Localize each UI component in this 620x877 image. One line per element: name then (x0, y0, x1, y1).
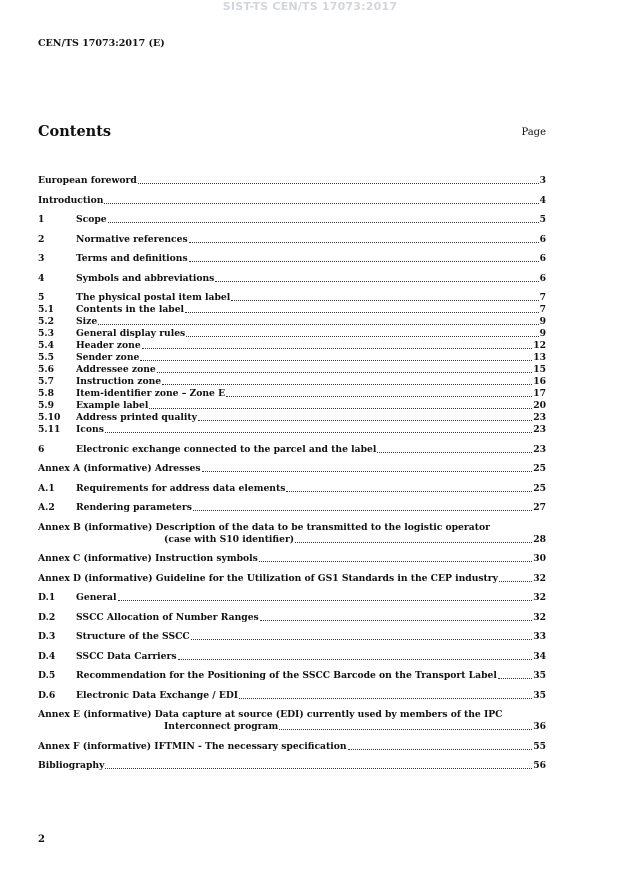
toc-entry-page: 12 (533, 340, 546, 351)
dot-leader (108, 222, 539, 223)
toc-entry-title: Scope (76, 214, 107, 225)
toc-entry-number: D.4 (38, 650, 56, 662)
dot-leader (259, 561, 532, 562)
toc-entry-number: 5 (38, 292, 45, 303)
dot-leader (215, 281, 538, 282)
toc-section-3 (38, 741, 546, 773)
toc-entry-title: Electronic exchange connected to the parcel and the label (76, 443, 377, 455)
toc-entry-number: D.3 (38, 631, 56, 642)
toc-entry[interactable] (38, 400, 546, 412)
toc-entry-title: Annex B (informative) Description of the data to be transmitted to the logistic operator (38, 521, 490, 533)
toc-entry[interactable] (38, 760, 546, 772)
toc-entry-title: Structure of the SSCC (76, 631, 190, 642)
toc-entry-page: 36 (533, 721, 546, 732)
toc-entry-title: European foreword (38, 175, 137, 186)
toc-entry[interactable] (38, 424, 546, 436)
toc-entry-page: 35 (533, 689, 546, 701)
toc-entry-number: D.2 (38, 611, 56, 623)
toc-entry-page: 6 (539, 253, 546, 264)
toc-entry-number: 5.7 (38, 376, 54, 387)
toc-entry-title: Bibliography (38, 760, 105, 771)
toc-entry-title: General display rules (76, 328, 186, 339)
toc-entry-page: 28 (533, 533, 546, 545)
toc-entry-number: 5.1 (38, 304, 54, 315)
dot-leader (286, 491, 532, 492)
toc-entry[interactable] (38, 388, 546, 400)
dot-leader (226, 396, 532, 397)
dot-leader (142, 348, 533, 349)
dot-leader (105, 768, 532, 769)
toc-entry-number: 1 (38, 214, 45, 225)
toc-entry[interactable] (38, 651, 546, 663)
toc-entry-title: SSCC Allocation of Number Ranges (76, 611, 259, 623)
toc-section-2 (38, 553, 546, 702)
toc-entry-page: 9 (539, 316, 546, 327)
toc-entry[interactable] (38, 364, 546, 376)
page-title: Contents (38, 123, 112, 140)
toc-entry-title: Annex D (informative) Guideline for the Utilization of GS1 Standards in the CEP industry (38, 572, 498, 584)
toc-entry-page: 56 (533, 760, 546, 771)
toc-entry[interactable] (38, 253, 546, 265)
dot-leader (260, 620, 532, 621)
toc-entry-page: 3 (539, 175, 546, 186)
toc-entry-number: 2 (38, 233, 45, 245)
toc-entry[interactable] (38, 273, 546, 285)
dot-leader (104, 203, 538, 204)
dot-leader (138, 183, 539, 184)
toc-entry-number: A.1 (38, 482, 55, 494)
toc-entry-title: Contents in the label (76, 304, 185, 315)
toc-entry-page: 4 (539, 194, 546, 206)
toc-entry[interactable] (38, 553, 546, 565)
dot-leader (377, 452, 532, 453)
dot-leader (118, 600, 533, 601)
toc-entry-page: 32 (533, 611, 546, 623)
toc-entry-page: 23 (533, 424, 546, 435)
toc-entry-title: Example label (76, 400, 149, 411)
toc-entry-number: 5.11 (38, 424, 61, 435)
toc-entry[interactable] (38, 592, 546, 604)
toc-entry-number: D.5 (38, 670, 56, 681)
toc-entry-title: Address printed quality (76, 412, 197, 423)
toc-entry-page: 25 (533, 482, 546, 494)
table-of-contents (38, 175, 546, 772)
dot-leader (186, 336, 538, 337)
toc-entry-number: D.1 (38, 592, 56, 603)
toc-entry[interactable] (38, 612, 546, 624)
toc-entry[interactable] (38, 444, 546, 456)
dot-leader (191, 639, 532, 640)
toc-entry-title: The physical postal item label (76, 292, 231, 303)
watermark: SIST-TS CEN/TS 17073:2017 (222, 0, 398, 13)
toc-entry-title: Item-identifier zone – Zone E (76, 388, 226, 399)
toc-entry[interactable] (38, 304, 546, 316)
toc-entry-page: 25 (533, 463, 546, 474)
toc-entry-number: 5.3 (38, 328, 54, 339)
toc-entry[interactable] (38, 214, 546, 226)
toc-entry[interactable] (38, 328, 546, 340)
toc-entry-page: 7 (539, 292, 546, 303)
toc-entry-number: 4 (38, 272, 45, 284)
toc-entry-title: Sender zone (76, 352, 140, 363)
toc-entry-number: 5.4 (38, 340, 54, 351)
toc-entry[interactable] (38, 376, 546, 388)
dot-leader (189, 242, 539, 243)
toc-entry-page: 13 (533, 352, 546, 363)
toc-entry-page: 5 (539, 214, 546, 225)
toc-section-1 (38, 175, 546, 514)
dot-leader (279, 729, 532, 730)
toc-entry-title: Rendering parameters (76, 502, 192, 513)
toc-entry-page: 23 (533, 412, 546, 423)
toc-entry-page: 15 (533, 364, 546, 375)
toc-entry-title: Electronic Data Exchange / EDI (76, 689, 239, 701)
toc-entry-annex-b[interactable] (38, 522, 546, 546)
toc-entry-number: 5.5 (38, 352, 54, 363)
toc-entry-page: 17 (533, 388, 546, 399)
toc-entry-annex-e[interactable] (38, 709, 546, 733)
page-column-label: Page (521, 127, 546, 138)
toc-entry-page: 9 (539, 328, 546, 339)
dot-leader (162, 384, 532, 385)
toc-entry[interactable] (38, 175, 546, 187)
dot-leader (295, 542, 532, 543)
toc-entry[interactable] (38, 463, 546, 475)
dot-leader (239, 698, 532, 699)
toc-entry-title: Annex E (informative) Data capture at source (EDI) currently used by members of the IPC (38, 709, 503, 720)
toc-entry-number: 5.8 (38, 388, 54, 399)
document-id: CEN/TS 17073:2017 (E) (38, 38, 165, 49)
toc-entry-number: D.6 (38, 689, 56, 701)
toc-entry-page: 34 (533, 650, 546, 662)
dot-leader (498, 678, 532, 679)
toc-entry-page: 35 (533, 670, 546, 681)
toc-entry[interactable] (38, 483, 546, 495)
dot-leader (499, 581, 532, 582)
dot-leader (348, 749, 533, 750)
toc-entry[interactable] (38, 316, 546, 328)
dot-leader (157, 372, 532, 373)
page-number: 2 (38, 834, 45, 845)
toc-entry-title: SSCC Data Carriers (76, 650, 177, 662)
toc-entry-page: 23 (533, 443, 546, 455)
toc-entry-title-cont: Interconnect program (164, 721, 279, 732)
dot-leader (98, 324, 538, 325)
dot-leader (140, 360, 532, 361)
dot-leader (198, 420, 532, 421)
toc-entry-page: 7 (539, 304, 546, 315)
toc-entry-title-cont: (case with S10 identifier) (164, 533, 295, 545)
toc-entry-number: A.2 (38, 502, 55, 513)
toc-entry[interactable] (38, 631, 546, 643)
toc-entry-title: Requirements for address data elements (76, 482, 286, 494)
toc-entry[interactable] (38, 412, 546, 424)
toc-entry-title: Annex A (informative) Adresses (38, 463, 201, 474)
toc-entry-title: Annex F (informative) IFTMIN - The necessary specification (38, 740, 347, 752)
toc-entry-number: 6 (38, 443, 45, 455)
dot-leader (178, 659, 533, 660)
toc-entry[interactable] (38, 234, 546, 246)
toc-entry-number: 5.2 (38, 316, 54, 327)
toc-entry-page: 6 (539, 233, 546, 245)
toc-entry-page: 32 (533, 572, 546, 584)
toc-entry[interactable] (38, 195, 546, 207)
toc-entry-title: Addressee zone (76, 364, 156, 375)
toc-entry[interactable] (38, 741, 546, 753)
toc-entry-page: 6 (539, 272, 546, 284)
toc-entry-page: 30 (533, 553, 546, 564)
toc-entry-page: 55 (533, 740, 546, 752)
toc-entry[interactable] (38, 690, 546, 702)
toc-entry-title: Normative references (76, 233, 188, 245)
toc-entry-title: Recommendation for the Positioning of the SSCC Barcode on the Transport Label (76, 670, 497, 681)
dot-leader (231, 300, 538, 301)
dot-leader (185, 312, 539, 313)
toc-entry[interactable] (38, 352, 546, 364)
toc-entry-title: Header zone (76, 340, 141, 351)
toc-entry-number: 5.9 (38, 400, 54, 411)
toc-entry-page: 33 (533, 631, 546, 642)
toc-entry-page: 27 (533, 502, 546, 513)
toc-entry-number: 5.10 (38, 412, 61, 423)
toc-entry-title: Symbols and abbreviations (76, 272, 215, 284)
toc-entry-page: 20 (533, 400, 546, 411)
toc-entry-title: General (76, 592, 117, 603)
dot-leader (202, 471, 533, 472)
toc-entry[interactable] (38, 340, 546, 352)
dot-leader (193, 510, 532, 511)
toc-entry-title: Icons (76, 424, 104, 435)
toc-entry-title: Instruction zone (76, 376, 162, 387)
dot-leader (149, 408, 532, 409)
toc-entry-title: Size (76, 316, 98, 327)
toc-entry-page: 16 (533, 376, 546, 387)
toc-entry-number: 3 (38, 253, 45, 264)
toc-entry-number: 5.6 (38, 364, 54, 375)
toc-entry-page: 32 (533, 592, 546, 603)
toc-entry[interactable] (38, 502, 546, 514)
toc-entry-title: Terms and definitions (76, 253, 188, 264)
toc-entry[interactable] (38, 292, 546, 304)
toc-entry-title: Annex C (informative) Instruction symbols (38, 553, 258, 564)
dot-leader (105, 432, 532, 433)
toc-entry[interactable] (38, 670, 546, 682)
toc-entry[interactable] (38, 573, 546, 585)
toc-entry-title: Introduction (38, 194, 104, 206)
dot-leader (189, 261, 539, 262)
